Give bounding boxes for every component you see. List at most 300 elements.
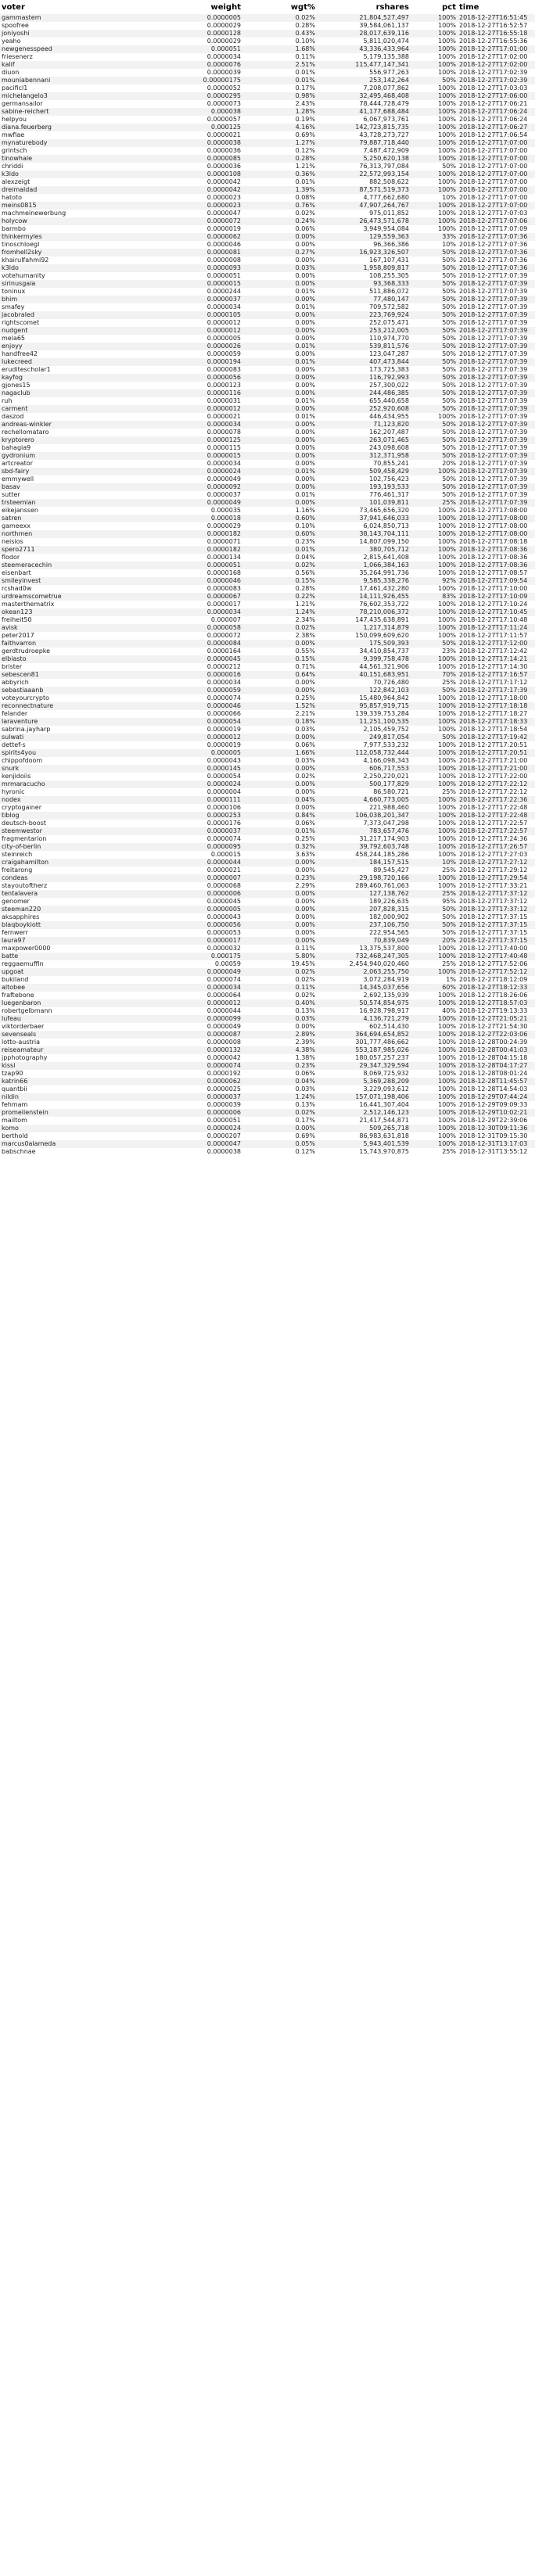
header-wgt-percent[interactable]: wgt% [242, 0, 317, 14]
voter-cell[interactable]: northmen [0, 530, 149, 538]
voter-cell[interactable]: upgoat [0, 968, 149, 976]
pct-cell: 100% [411, 601, 458, 608]
wgt-cell: 0.00% [242, 1023, 317, 1031]
voter-cell[interactable]: flodor [0, 554, 149, 561]
voter-cell[interactable]: voteyourcrypto [0, 694, 149, 702]
pct-cell: 100% [411, 178, 458, 186]
voter-cell[interactable]: genomer [0, 898, 149, 906]
table-row [0, 1007, 535, 1015]
voter-cell[interactable]: reconnectnature [0, 702, 149, 710]
table-row [0, 475, 535, 483]
voter-cell[interactable]: fromhell2sky [0, 249, 149, 257]
wgt-cell: 0.28% [242, 155, 317, 163]
voter-cell[interactable]: machmeinewerbung [0, 210, 149, 217]
weight-cell: 0.0000049 [149, 475, 242, 483]
weight-cell: 0.0000182 [149, 530, 242, 538]
voter-cell[interactable]: steeman220 [0, 906, 149, 913]
weight-cell: 0.000035 [149, 507, 242, 515]
voter-cell[interactable]: felander [0, 710, 149, 718]
voter-cell[interactable]: nudgent [0, 327, 149, 335]
voter-cell[interactable]: andreas-winkler [0, 421, 149, 429]
voter-cell[interactable]: helpyou [0, 116, 149, 124]
weight-cell: 0.0000093 [149, 264, 242, 272]
wgt-cell: 0.03% [242, 1085, 317, 1093]
voter-cell[interactable]: sabine-reichert [0, 108, 149, 116]
table-row [0, 202, 535, 210]
wgt-cell: 0.00% [242, 311, 317, 319]
time-cell: 2018-12-27T17:07:39 [458, 460, 535, 468]
rshares-cell: 5,369,288,209 [317, 1078, 411, 1085]
pct-cell: 50% [411, 475, 458, 483]
wgt-cell: 0.00% [242, 327, 317, 335]
pct-cell: 100% [411, 38, 458, 45]
voter-cell[interactable]: friesenerz [0, 53, 149, 61]
voter-cell[interactable]: maxpower0000 [0, 945, 149, 953]
pct-cell: 50% [411, 436, 458, 444]
time-cell: 2018-12-28T14:54:03 [458, 1085, 535, 1093]
rshares-cell: 38,143,704,111 [317, 530, 411, 538]
voter-cell[interactable]: basav [0, 483, 149, 491]
voter-cell[interactable]: smafey [0, 303, 149, 311]
header-time[interactable]: time [458, 0, 535, 14]
pct-cell: 25% [411, 1148, 458, 1156]
pct-cell: 100% [411, 100, 458, 108]
pct-cell: 25% [411, 960, 458, 968]
rshares-cell: 458,244,185,286 [317, 851, 411, 859]
voter-cell[interactable]: altobee [0, 984, 149, 992]
wgt-cell: 0.24% [242, 217, 317, 225]
voter-cell[interactable]: sebescen81 [0, 671, 149, 679]
wgt-cell: 0.00% [242, 788, 317, 796]
time-cell: 2018-12-27T17:07:39 [458, 405, 535, 413]
voter-cell[interactable]: komo [0, 1125, 149, 1132]
voter-cell[interactable]: aksapphires [0, 913, 149, 921]
weight-cell: 0.0000244 [149, 288, 242, 296]
weight-cell: 0.0000039 [149, 1101, 242, 1109]
table-row [0, 225, 535, 233]
voter-cell[interactable]: mynaturebody [0, 139, 149, 147]
voter-cell[interactable]: steinreich [0, 851, 149, 859]
table-row [0, 335, 535, 343]
voter-cell[interactable]: marcus0alameda [0, 1140, 149, 1148]
wgt-cell: 0.01% [242, 546, 317, 554]
voter-cell[interactable]: sbd-fairy [0, 468, 149, 475]
wgt-cell: 0.01% [242, 69, 317, 77]
voter-cell[interactable]: sabrina.jayharp [0, 726, 149, 734]
voter-cell[interactable]: k3ldo [0, 170, 149, 178]
table-row [0, 820, 535, 827]
time-cell: 2018-12-27T17:20:51 [458, 749, 535, 757]
voter-cell[interactable]: kayfog [0, 374, 149, 382]
weight-cell: 0.0000034 [149, 679, 242, 687]
time-cell: 2018-12-27T17:16:57 [458, 671, 535, 679]
wgt-cell: 0.00% [242, 804, 317, 812]
voter-cell[interactable]: babschnae [0, 1148, 149, 1156]
rshares-cell: 70,726,480 [317, 679, 411, 687]
voter-cell[interactable]: k3ldo [0, 264, 149, 272]
pct-cell: 50% [411, 257, 458, 264]
rshares-cell: 253,212,005 [317, 327, 411, 335]
pct-cell: 100% [411, 124, 458, 131]
wgt-cell: 2.39% [242, 1039, 317, 1046]
voter-cell[interactable]: satren [0, 515, 149, 522]
rshares-cell: 16,928,798,917 [317, 1007, 411, 1015]
weight-cell: 0.0000019 [149, 741, 242, 749]
weight-cell: 0.0000106 [149, 804, 242, 812]
header-voter[interactable]: voter [0, 0, 149, 14]
header-weight[interactable]: weight [149, 0, 242, 14]
voter-cell[interactable]: gerdtrudroepke [0, 648, 149, 655]
voter-cell[interactable]: nodex [0, 796, 149, 804]
voter-cell[interactable]: hatoto [0, 194, 149, 202]
wgt-cell: 0.01% [242, 343, 317, 350]
voter-cell[interactable]: lufeau [0, 1015, 149, 1023]
time-cell: 2018-12-27T17:07:36 [458, 264, 535, 272]
voter-cell[interactable]: steemwestor [0, 827, 149, 835]
voter-cell[interactable]: tentalavera [0, 890, 149, 898]
voter-cell[interactable]: gameexx [0, 522, 149, 530]
voter-cell[interactable]: viktorderbaer [0, 1023, 149, 1031]
voter-cell[interactable]: gydronium [0, 452, 149, 460]
weight-cell: 0.0000047 [149, 210, 242, 217]
time-cell: 2018-12-27T17:06:54 [458, 131, 535, 139]
voter-cell[interactable]: mouniabennani [0, 77, 149, 84]
voter-cell[interactable]: reiseamateur [0, 1046, 149, 1054]
voter-cell[interactable]: promeilenstein [0, 1109, 149, 1117]
voter-cell[interactable]: brister [0, 663, 149, 671]
voter-cell[interactable]: germansailor [0, 100, 149, 108]
voter-cell[interactable]: condeas [0, 874, 149, 882]
voter-cell[interactable]: rcshad0w [0, 585, 149, 593]
table-row [0, 577, 535, 585]
pct-cell: 100% [411, 1062, 458, 1070]
voter-cell[interactable]: mela65 [0, 335, 149, 343]
voter-cell[interactable]: sirinusgaia [0, 280, 149, 288]
wgt-cell: 0.00% [242, 350, 317, 358]
pct-cell: 83% [411, 593, 458, 601]
pct-cell: 100% [411, 820, 458, 827]
pct-cell: 100% [411, 569, 458, 577]
pct-cell: 10% [411, 241, 458, 249]
weight-cell: 0.0000064 [149, 992, 242, 999]
voter-cell[interactable]: katrin66 [0, 1078, 149, 1085]
voter-cell[interactable]: rightscomet [0, 319, 149, 327]
weight-cell: 0.000038 [149, 108, 242, 116]
voter-cell[interactable]: abbyrich [0, 679, 149, 687]
wgt-cell: 0.19% [242, 116, 317, 124]
voter-cell[interactable]: jacobraled [0, 311, 149, 319]
table-row [0, 702, 535, 710]
voter-cell[interactable]: sutter [0, 491, 149, 499]
table-row [0, 288, 535, 296]
voter-cell[interactable]: enjoyy [0, 343, 149, 350]
pct-cell: 100% [411, 45, 458, 53]
pct-cell: 25% [411, 788, 458, 796]
time-cell: 2018-12-27T18:57:03 [458, 999, 535, 1007]
rshares-cell: 89,545,427 [317, 866, 411, 874]
voter-cell[interactable]: faithvarron [0, 640, 149, 648]
voter-cell[interactable]: quantbii [0, 1085, 149, 1093]
voter-cell[interactable]: bhim [0, 296, 149, 303]
voter-cell[interactable]: diana.feuerberg [0, 124, 149, 131]
voter-cell[interactable]: grintsch [0, 147, 149, 155]
time-cell: 2018-12-27T17:02:00 [458, 61, 535, 69]
weight-cell: 0.000007 [149, 616, 242, 624]
table-row [0, 679, 535, 687]
wgt-cell: 0.10% [242, 522, 317, 530]
weight-cell: 0.0000116 [149, 389, 242, 397]
pct-cell: 100% [411, 749, 458, 757]
time-cell: 2018-12-27T17:10:09 [458, 593, 535, 601]
voter-cell[interactable]: sebastiaaanb [0, 687, 149, 694]
voter-cell[interactable]: laura97 [0, 937, 149, 945]
pct-cell: 100% [411, 1140, 458, 1148]
pct-cell: 1% [411, 976, 458, 984]
voter-cell[interactable]: khairulfahmi92 [0, 257, 149, 264]
time-cell: 2018-12-27T16:51:45 [458, 14, 535, 22]
pct-cell: 20% [411, 460, 458, 468]
pct-cell: 50% [411, 296, 458, 303]
wgt-cell: 0.00% [242, 460, 317, 468]
voter-cell[interactable]: mwfiae [0, 131, 149, 139]
rshares-cell: 2,105,459,752 [317, 726, 411, 734]
voter-cell[interactable]: lukecreed [0, 358, 149, 366]
header-rshares[interactable]: rshares [317, 0, 411, 14]
rshares-cell: 252,920,608 [317, 405, 411, 413]
voter-cell[interactable]: bahagia9 [0, 444, 149, 452]
weight-cell: 0.0000111 [149, 796, 242, 804]
pct-cell: 100% [411, 945, 458, 953]
voter-cell[interactable]: eisenbart [0, 569, 149, 577]
header-pct[interactable]: pct [411, 0, 458, 14]
voter-cell[interactable]: urdreamscometrue [0, 593, 149, 601]
weight-cell: 0.0000074 [149, 976, 242, 984]
voter-cell[interactable]: rechellomataro [0, 429, 149, 436]
table-row [0, 483, 535, 491]
voter-cell[interactable]: sevenseals [0, 1031, 149, 1039]
voter-cell[interactable]: yeaho [0, 38, 149, 45]
table-row [0, 1078, 535, 1085]
wgt-cell: 0.01% [242, 358, 317, 366]
voter-cell[interactable]: carment [0, 405, 149, 413]
voter-cell[interactable]: michelangelo3 [0, 92, 149, 100]
time-cell: 2018-12-27T17:11:24 [458, 624, 535, 632]
voter-cell[interactable]: cryptogainer [0, 804, 149, 812]
voter-cell[interactable]: luegenbaron [0, 999, 149, 1007]
voter-cell[interactable]: trsteemian [0, 499, 149, 507]
pct-cell: 40% [411, 1007, 458, 1015]
voter-cell[interactable]: robertgelbmann [0, 1007, 149, 1015]
voter-cell[interactable]: toninux [0, 288, 149, 296]
voter-cell[interactable]: pacificl1 [0, 84, 149, 92]
voter-cell[interactable]: tinowhale [0, 155, 149, 163]
rshares-cell: 263,071,465 [317, 436, 411, 444]
voter-cell[interactable]: nagaclub [0, 389, 149, 397]
pct-cell: 100% [411, 14, 458, 22]
weight-cell: 0.0000164 [149, 648, 242, 655]
table-row [0, 38, 535, 45]
voter-cell[interactable]: artcreator [0, 460, 149, 468]
voter-cell[interactable]: dreimaldad [0, 186, 149, 194]
voter-cell[interactable]: blaqboykiott [0, 921, 149, 929]
wgt-cell: 0.00% [242, 640, 317, 648]
voter-cell[interactable]: masterthematrix [0, 601, 149, 608]
rshares-cell: 500,177,829 [317, 780, 411, 788]
weight-cell: 0.00059 [149, 960, 242, 968]
pct-cell: 50% [411, 350, 458, 358]
wgt-cell: 0.76% [242, 202, 317, 210]
pct-cell: 60% [411, 984, 458, 992]
pct-cell: 100% [411, 804, 458, 812]
pct-cell: 100% [411, 765, 458, 773]
voter-cell[interactable]: fernwerr [0, 929, 149, 937]
weight-cell: 0.0000071 [149, 538, 242, 546]
voter-cell[interactable]: avisk [0, 624, 149, 632]
voter-cell[interactable]: diuon [0, 69, 149, 77]
voter-cell[interactable]: batte [0, 953, 149, 960]
voter-cell[interactable]: spoofree [0, 22, 149, 30]
voter-cell[interactable]: thinkermyles [0, 233, 149, 241]
voter-cell[interactable]: jpphotography [0, 1054, 149, 1062]
voter-cell[interactable]: kenjidoiis [0, 773, 149, 780]
voter-cell[interactable]: fragmentarion [0, 835, 149, 843]
voter-cell[interactable]: sulwati [0, 734, 149, 741]
voter-cell[interactable]: deutsch-boost [0, 820, 149, 827]
table-row [0, 170, 535, 178]
voter-cell[interactable]: handfree42 [0, 350, 149, 358]
pct-cell: 100% [411, 1015, 458, 1023]
weight-cell: 0.0000012 [149, 327, 242, 335]
voter-cell[interactable]: mrmaracucho [0, 780, 149, 788]
table-row [0, 249, 535, 257]
rshares-cell: 26,473,571,678 [317, 217, 411, 225]
wgt-cell: 1.52% [242, 702, 317, 710]
time-cell: 2018-12-27T17:27:03 [458, 851, 535, 859]
voter-cell[interactable]: barmbo [0, 225, 149, 233]
rshares-cell: 96,366,386 [317, 241, 411, 249]
table-row [0, 1125, 535, 1132]
rshares-cell: 4,166,098,343 [317, 757, 411, 765]
pct-cell: 50% [411, 343, 458, 350]
time-cell: 2018-12-27T17:07:39 [458, 350, 535, 358]
time-cell: 2018-12-27T17:27:12 [458, 859, 535, 866]
voter-cell[interactable]: spero2711 [0, 546, 149, 554]
voter-cell[interactable]: city-of-berlin [0, 843, 149, 851]
voter-cell[interactable]: laraventure [0, 718, 149, 726]
voter-cell[interactable]: okean123 [0, 608, 149, 616]
wgt-cell: 0.25% [242, 694, 317, 702]
voter-cell[interactable]: tzap90 [0, 1070, 149, 1078]
rshares-cell: 37,941,646,033 [317, 515, 411, 522]
wgt-cell: 0.00% [242, 866, 317, 874]
pct-cell: 50% [411, 929, 458, 937]
voter-cell[interactable]: berthold [0, 1132, 149, 1140]
voter-cell[interactable]: ruh [0, 397, 149, 405]
voter-cell[interactable]: elbiasto [0, 655, 149, 663]
rshares-cell: 6,067,973,761 [317, 116, 411, 124]
pct-cell: 50% [411, 397, 458, 405]
voter-cell[interactable]: lotto-austria [0, 1039, 149, 1046]
voter-cell[interactable]: kryptorero [0, 436, 149, 444]
weight-cell: 0.0000034 [149, 53, 242, 61]
rshares-cell: 112,058,732,444 [317, 749, 411, 757]
time-cell: 2018-12-27T17:11:57 [458, 632, 535, 640]
wgt-cell: 0.15% [242, 655, 317, 663]
voter-cell[interactable]: stayoutoftherz [0, 882, 149, 890]
voter-cell[interactable]: joniyoshi [0, 30, 149, 38]
voter-cell[interactable]: tiblog [0, 812, 149, 820]
voter-cell[interactable]: dettef-s [0, 741, 149, 749]
voter-cell[interactable]: gammastem [0, 14, 149, 22]
weight-cell: 0.0000095 [149, 843, 242, 851]
voter-cell[interactable]: freitarong [0, 866, 149, 874]
voter-cell[interactable]: votehumanity [0, 272, 149, 280]
voter-cell[interactable]: fehmam [0, 1101, 149, 1109]
pct-cell: 50% [411, 405, 458, 413]
voter-cell[interactable]: newgenesspeed [0, 45, 149, 53]
wgt-cell: 0.00% [242, 272, 317, 280]
voter-cell[interactable]: eruditescholar1 [0, 366, 149, 374]
voter-cell[interactable]: hyronic [0, 788, 149, 796]
weight-cell: 0.0000182 [149, 546, 242, 554]
voter-cell[interactable]: tinoschloegl [0, 241, 149, 249]
voter-cell[interactable]: kissi [0, 1062, 149, 1070]
voter-cell[interactable]: gjones15 [0, 382, 149, 389]
voter-cell[interactable]: eikejanssen [0, 507, 149, 515]
voter-cell[interactable]: alexzeigt [0, 178, 149, 186]
pct-cell: 50% [411, 163, 458, 170]
voter-cell[interactable]: emmywell [0, 475, 149, 483]
weight-cell: 0.0000054 [149, 718, 242, 726]
voter-cell[interactable]: chippofdoom [0, 757, 149, 765]
voter-cell[interactable]: steemeracechin [0, 561, 149, 569]
table-row [0, 929, 535, 937]
pct-cell: 100% [411, 953, 458, 960]
voter-cell[interactable]: peter2017 [0, 632, 149, 640]
table-row [0, 343, 535, 350]
voter-cell[interactable]: meins0815 [0, 202, 149, 210]
voter-cell[interactable]: craigahamilton [0, 859, 149, 866]
table-row [0, 1109, 535, 1117]
voter-cell[interactable]: daszod [0, 413, 149, 421]
rshares-cell: 606,717,553 [317, 765, 411, 773]
voter-cell[interactable]: holycow [0, 217, 149, 225]
wgt-cell: 0.23% [242, 538, 317, 546]
rshares-cell: 511,886,072 [317, 288, 411, 296]
pct-cell: 100% [411, 874, 458, 882]
voter-cell[interactable]: bukiland [0, 976, 149, 984]
voter-cell[interactable]: fraftebone [0, 992, 149, 999]
voter-cell[interactable]: spirits4you [0, 749, 149, 757]
rshares-cell: 2,454,940,020,460 [317, 960, 411, 968]
table-row [0, 992, 535, 999]
voter-cell[interactable]: reggaemuffin [0, 960, 149, 968]
voter-cell[interactable]: mailtom [0, 1117, 149, 1125]
voter-cell[interactable]: kalif [0, 61, 149, 69]
wgt-cell: 0.36% [242, 170, 317, 178]
wgt-cell: 0.01% [242, 303, 317, 311]
wgt-cell: 0.28% [242, 585, 317, 593]
time-cell: 2018-12-27T17:07:39 [458, 327, 535, 335]
voter-cell[interactable]: neisios [0, 538, 149, 546]
voter-cell[interactable]: nildin [0, 1093, 149, 1101]
voter-cell[interactable]: snurk [0, 765, 149, 773]
voter-cell[interactable]: smileyinvest [0, 577, 149, 585]
rshares-cell: 79,887,718,440 [317, 139, 411, 147]
voter-cell[interactable]: freiheit50 [0, 616, 149, 624]
voter-cell[interactable]: chriddi [0, 163, 149, 170]
rshares-cell: 106,038,201,347 [317, 812, 411, 820]
